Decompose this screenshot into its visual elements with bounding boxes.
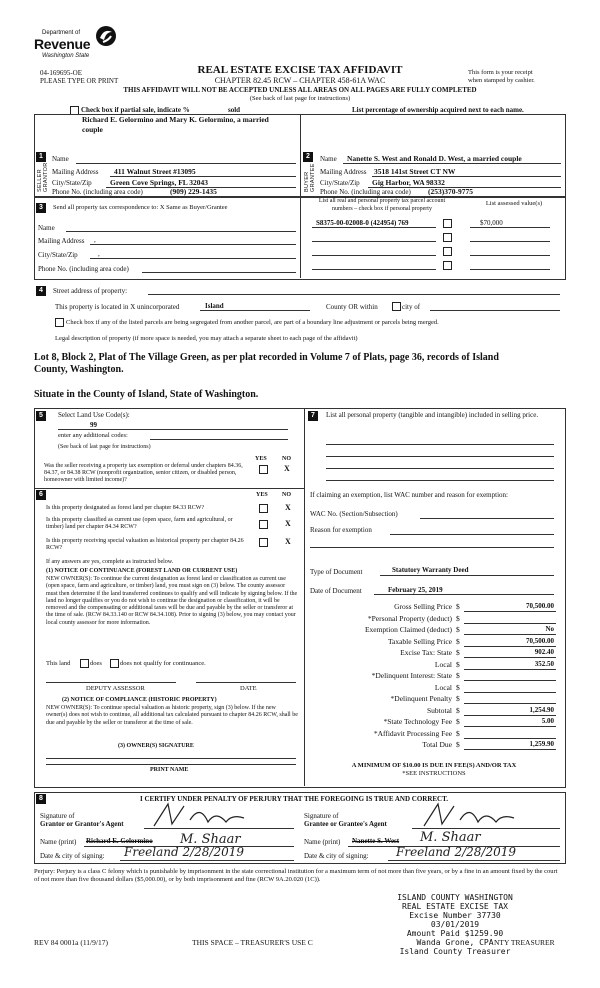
notice-compliance-title: (2) NOTICE OF COMPLIANCE (HISTORIC PROPERTY) — [62, 697, 217, 703]
land-use-code[interactable]: 99 — [90, 421, 97, 429]
section-6-number: 6 — [36, 490, 46, 500]
tax-row-label: Subtotal — [426, 705, 452, 715]
grantee-name-print[interactable]: Nanette S. West — [352, 837, 400, 845]
parcel-header-1: List all real and personal property tax parcel account — [318, 198, 446, 204]
minimum-fee-note: A MINIMUM OF $10.00 IS DUE IN FEE(S) AND/OR TAX — [351, 762, 517, 769]
s6-yes-header: YES — [256, 492, 268, 498]
parcel-header-2: numbers – check box if personal property — [332, 206, 432, 212]
form-chapter: CHAPTER 82.45 RCW – CHAPTER 458-61A WAC — [214, 76, 386, 85]
tax-row-label: Local — [434, 682, 452, 692]
s6-no-header: NO — [282, 492, 291, 498]
s5-yes-header: YES — [255, 456, 267, 462]
s5-no-header: NO — [282, 456, 291, 462]
located-label: This property is located in X unincorporated — [55, 303, 180, 311]
grantor-signature-label-2: Grantor or Grantor's Agent — [40, 820, 124, 828]
tax-row-value[interactable]: 902.40 — [534, 648, 554, 656]
grantor-name-print[interactable]: Richard E. Gelormino — [86, 837, 153, 845]
exemption-no-mark[interactable]: X — [284, 464, 290, 473]
personal-property-checkbox-2[interactable] — [443, 233, 452, 242]
stamp-line-6: Wanda Grone, CPA — [416, 938, 494, 947]
section-2-number: 2 — [303, 152, 313, 162]
grantee-signature-label-1: Signature of — [304, 812, 339, 820]
treasurer-use-label: THIS SPACE – TREASURER'S USE C — [192, 938, 313, 947]
tax-row — [306, 602, 452, 613]
land-use-see-back: (See back of last page for instructions) — [58, 444, 151, 450]
buyer-address-label: Mailing Address — [320, 168, 367, 176]
s3-city-label: City/State/Zip — [38, 251, 78, 259]
forest-land-no-mark[interactable]: X — [285, 503, 291, 512]
tax-row-label: *Delinquent Penalty — [390, 694, 452, 703]
situate-text: Situate in the County of Island, State of Washington. — [34, 389, 259, 400]
tax-row-label: Local — [434, 659, 452, 669]
tax-row-value[interactable]: 5.00 — [541, 717, 554, 725]
county-value[interactable]: Island — [205, 302, 224, 310]
logo-dept-text: Department of — [42, 30, 81, 36]
exemption-yes-checkbox[interactable] — [259, 465, 268, 474]
document-date-value[interactable]: February 25, 2019 — [388, 586, 443, 594]
tax-row-currency: $ — [456, 705, 460, 715]
see-back-note: (See back of last page for instructions) — [249, 95, 351, 102]
tax-row-currency: $ — [456, 682, 460, 692]
buyer-name-label: Name — [320, 155, 337, 163]
segregated-checkbox[interactable] — [55, 318, 64, 327]
tax-row-value[interactable]: 1,259.90 — [529, 740, 554, 748]
tax-row-label: Exemption Claimed (deduct) — [364, 625, 452, 634]
legal-description-label: Legal description of property (if more space is needed, you may attach a separate sheet to each page of the affidavit) — [55, 335, 358, 342]
tax-row-currency: $ — [456, 728, 460, 738]
grantee-date-city-label: Date & city of signing: — [304, 852, 369, 860]
does-not-qualify-checkbox[interactable] — [110, 659, 119, 668]
buyer-phone[interactable]: (253)370-9775 — [428, 187, 473, 196]
tax-row-value[interactable]: 1,254.90 — [529, 705, 554, 714]
stamp-line-7: Island County Treasurer — [399, 947, 511, 956]
current-use-yes-checkbox[interactable] — [259, 520, 268, 529]
correspondence-label: Send all property tax correspondence to: X Same as Buyer/Grantee — [53, 204, 228, 211]
legal-description-line-1: Lot 8, Block 2, Plat of The Village Green, as per plat recorded in Volume 7 of Plats, page 36, records of Island — [34, 352, 499, 363]
historic-question: Is this property receiving special valuation as historical property per chapter 84.26 RCW? — [46, 538, 244, 551]
additional-codes-label: enter any additional codes: — [58, 432, 128, 439]
section-5-number: 5 — [36, 411, 46, 421]
buyer-side-label: BUYER GRANTEE — [304, 163, 316, 192]
grantor-date-city-handwritten[interactable]: Freeland 2/28/2019 — [124, 845, 245, 859]
seller-city-label: City/State/Zip — [52, 179, 92, 187]
tax-row-label: *Delinquent Interest: State — [371, 671, 452, 680]
s3-address-label: Mailing Address — [38, 237, 85, 245]
does-qualify-checkbox[interactable] — [80, 659, 89, 668]
tax-row-currency: $ — [456, 694, 460, 703]
receipt-note-2: when stamped by cashier. — [468, 77, 535, 84]
personal-property-checkbox-1[interactable] — [443, 219, 452, 228]
this-land-label: This land — [46, 660, 71, 667]
buyer-name[interactable]: Nanette S. West and Ronald D. West, a married couple — [347, 154, 522, 163]
s3-phone-label: Phone No. (including area code) — [38, 265, 129, 273]
county-or-label: County OR within — [326, 303, 378, 311]
section-1-number: 1 — [36, 152, 46, 162]
ownership-note: List percentage of ownership acquired next to each name. — [352, 106, 524, 114]
legal-description-line-2: County, Washington. — [34, 364, 124, 375]
tax-row-label: *State Technology Fee — [383, 717, 452, 726]
seller-name[interactable]: Richard E. Gelormino and Mary K. Gelormino, a married couple — [82, 115, 269, 134]
grantee-signature-label-2: Grantee or Grantee's Agent — [304, 820, 387, 828]
notice-continuance-text: NEW OWNER(S): To continue the current designation as forest land or classification as current use (open space, farm and agriculture, or timber) land, you must sign on (3) below. The county assessor must then determine if the land transferred continues to qualify and will indicate by signing below. If the land no longer qualifies or you do not wish to continue the designation or classification, it will be removed and the compensating or additional taxes will be due and payable by the seller or transferor at the time of sale. (RCW 84.33.140 or RCW 84.34.108). Prior to signing (3) below, you may contact your local county assessor for more information. — [46, 576, 298, 626]
grantee-signature-scribble — [420, 800, 520, 830]
buyer-city[interactable]: Gig Harbor, WA 98332 — [372, 178, 445, 187]
forest-land-question: Is this property designated as forest land per chapter 84.33 RCW? — [46, 505, 205, 511]
buyer-address[interactable]: 3518 141st Street CT NW — [374, 167, 456, 176]
form-revision: REV 84 0001a (11/9/17) — [34, 938, 108, 947]
wac-number-label: WAC No. (Section/Subsection) — [310, 510, 398, 518]
owner-signature-label: (3) OWNER(S) SIGNATURE — [118, 743, 194, 749]
seller-city[interactable]: Green Cove Springs, FL 32043 — [110, 178, 208, 187]
tax-row-label: Taxable Selling Price — [387, 636, 452, 646]
within-city-checkbox[interactable] — [392, 302, 401, 311]
does-not-qualify-label: does not qualify for continuance. — [120, 660, 206, 667]
partial-sale-label: Check box if partial sale, indicate % — [81, 106, 190, 114]
forest-land-yes-checkbox[interactable] — [259, 504, 268, 513]
does-label: does — [90, 660, 102, 667]
s3-address[interactable]: , — [94, 236, 96, 244]
tax-row-value[interactable]: 70,500.00 — [526, 636, 554, 645]
tax-row-currency: $ — [456, 740, 460, 749]
notice-compliance-text: NEW OWNER(S): To continue special valuation as historic property, sign (3) below. If the new owner(s) does not wish to continue, all additional tax calculated pursuant to chapter 84.26 RCW, shall be due and payable by the seller or transferor at the time of sale. — [46, 705, 298, 726]
tax-row-label: *Affidavit Processing Fee — [373, 728, 452, 738]
document-type-value[interactable]: Statutory Warranty Deed — [392, 566, 469, 574]
stamp-line-1: ISLAND COUNTY WASHINGTON — [397, 893, 513, 902]
tax-row-value[interactable]: No — [545, 625, 554, 633]
exemption-question: Was the seller receiving a property tax exemption or deferral under chapters 84.36, 84.37, or 84.38 RCW (nonprofit organization, senior citizen, or disabled person, homeowner with limited income)? — [44, 463, 243, 483]
s3-city[interactable]: , — [98, 250, 100, 258]
grantee-date-city-handwritten[interactable]: Freeland 2/28/2019 — [396, 845, 517, 859]
tax-row-currency: $ — [456, 602, 460, 611]
stamp-line-5: Amount Paid $1259.90 — [406, 929, 504, 938]
deputy-assessor-label: DEPUTY ASSESSOR — [86, 685, 145, 692]
logo-state-text: Washington State — [42, 53, 90, 59]
grantee-name-print-label: Name (print) — [304, 838, 341, 846]
historic-no-mark[interactable]: X — [285, 537, 291, 546]
tax-row-label: *Personal Property (deduct) — [367, 613, 452, 623]
personal-property-checkbox-3[interactable] — [443, 247, 452, 256]
receipt-note-1: This form is your receipt — [468, 69, 533, 76]
logo-revenue-text: Revenue — [34, 36, 91, 52]
grantor-name-handwritten[interactable]: M. Shaar — [180, 832, 241, 847]
form-warning: THIS AFFIDAVIT WILL NOT BE ACCEPTED UNLESS ALL AREAS ON ALL PAGES ARE FULLY COMPLETED — [123, 86, 477, 94]
tax-row-currency: $ — [456, 671, 460, 680]
tax-calculation-table — [306, 602, 560, 752]
current-use-no-mark[interactable]: X — [285, 519, 291, 528]
document-date-label: Date of Document — [310, 587, 362, 595]
tax-row-currency: $ — [456, 717, 460, 726]
buyer-phone-label: Phone No. (including area code) — [320, 188, 411, 196]
seller-name-label: Name — [52, 155, 69, 163]
notice-continuance-title: (1) NOTICE OF CONTINUANCE (FOREST LAND OR CURRENT USE) — [46, 568, 238, 574]
exemption-claim-label: If claiming an exemption, list WAC number and reason for exemption: — [310, 491, 508, 499]
tax-row-label: Excise Tax: State — [400, 648, 452, 657]
see-instructions-note: *SEE INSTRUCTIONS — [402, 770, 466, 777]
stamp-line-2: REAL ESTATE EXCISE TAX — [402, 902, 508, 911]
tax-row-currency: $ — [456, 625, 460, 634]
sold-label: sold — [228, 106, 241, 114]
tax-row-currency: $ — [456, 613, 460, 623]
section-7-number: 7 — [308, 411, 318, 421]
if-yes-instruction: If any answers are yes, complete as instructed below. — [46, 559, 174, 565]
seller-phone-label: Phone No. (including area code) — [52, 188, 143, 196]
current-use-question: Is this property classified as current use (open space, farm and agricultural, or timber) land per chapter 84.34 RCW? — [46, 517, 233, 530]
street-address-label: Street address of property: — [53, 287, 128, 295]
personal-property-label: List all personal property (tangible and intangible) included in selling price. — [326, 411, 539, 419]
stamp-line-3: Excise Number 37730 — [409, 911, 501, 920]
assessed-header: List assessed value(s) — [485, 200, 543, 207]
grantor-date-city-label: Date & city of signing: — [40, 852, 105, 860]
exemption-reason-label: Reason for exemption — [310, 526, 372, 534]
section-4-number: 4 — [36, 286, 46, 296]
s3-name-label: Name — [38, 224, 55, 232]
tax-row-currency: $ — [456, 636, 460, 646]
perjury-notice: Perjury: Perjury is a class C felony which is punishable by imprisonment in the state correctional institution for a maximum term of not more than five years, or by a fine in an amount fixed by the court of not more than five thousand dollars ($5,000.00), or by both imprisonment and fine (RCW 9A.20.020 (1C)). — [34, 868, 558, 883]
grantor-signature-label-1: Signature of — [40, 812, 75, 820]
personal-property-checkbox-4[interactable] — [443, 261, 452, 270]
tax-row-currency: $ — [456, 648, 460, 657]
tax-row-label: Total Due — [422, 740, 452, 749]
grantor-name-print-label: Name (print) — [40, 838, 77, 846]
parcel-number[interactable]: S8375-00-02008-0 (424954) 769 — [316, 219, 409, 227]
assessed-value[interactable]: $70,000 — [480, 219, 503, 227]
historic-yes-checkbox[interactable] — [259, 538, 268, 547]
segregated-label: Check box if any of the listed parcels are being segregated from another parcel, are part of a boundary line adjustment or parcels being merged. — [66, 319, 439, 326]
certification-text: I CERTIFY UNDER PENALTY OF PERJURY THAT THE FOREGOING IS TRUE AND CORRECT. — [140, 795, 449, 803]
tax-row-value[interactable]: 352.50 — [534, 659, 554, 668]
section-3-number: 3 — [36, 203, 46, 213]
seller-phone[interactable]: (909) 229-1435 — [170, 187, 217, 196]
form-title: REAL ESTATE EXCISE TAX AFFIDAVIT — [197, 64, 403, 76]
seller-side-label: SELLER GRANTOR — [37, 162, 49, 192]
buyer-city-label: City/State/Zip — [320, 179, 360, 187]
grantee-name-handwritten[interactable]: M. Shaar — [420, 830, 481, 845]
seller-address[interactable]: 411 Walnut Street #13095 — [114, 167, 196, 176]
logo-swirl-icon — [94, 24, 118, 48]
city-of-label: city of — [402, 303, 421, 311]
form-code: 04-169695-OE — [40, 69, 82, 77]
tax-row-value[interactable]: 70,500.00 — [526, 602, 554, 610]
assessor-date-label: DATE — [240, 685, 257, 692]
dor-logo — [32, 24, 112, 64]
grantor-signature-scribble — [150, 800, 250, 830]
document-type-label: Type of Document — [310, 568, 363, 576]
seller-address-label: Mailing Address — [52, 168, 99, 176]
print-instruction: PLEASE TYPE OR PRINT — [40, 77, 119, 85]
print-name-label: PRINT NAME — [150, 767, 189, 773]
tax-row-label: Gross Selling Price — [394, 602, 452, 611]
land-use-label: Select Land Use Code(s): — [58, 411, 130, 419]
tax-row-currency: $ — [456, 659, 460, 669]
stamp-line-4: 03/01/2019 — [430, 920, 480, 929]
section-8-number: 8 — [36, 794, 46, 804]
treasurer-use-label-end: NTY TREASURER — [494, 938, 555, 947]
